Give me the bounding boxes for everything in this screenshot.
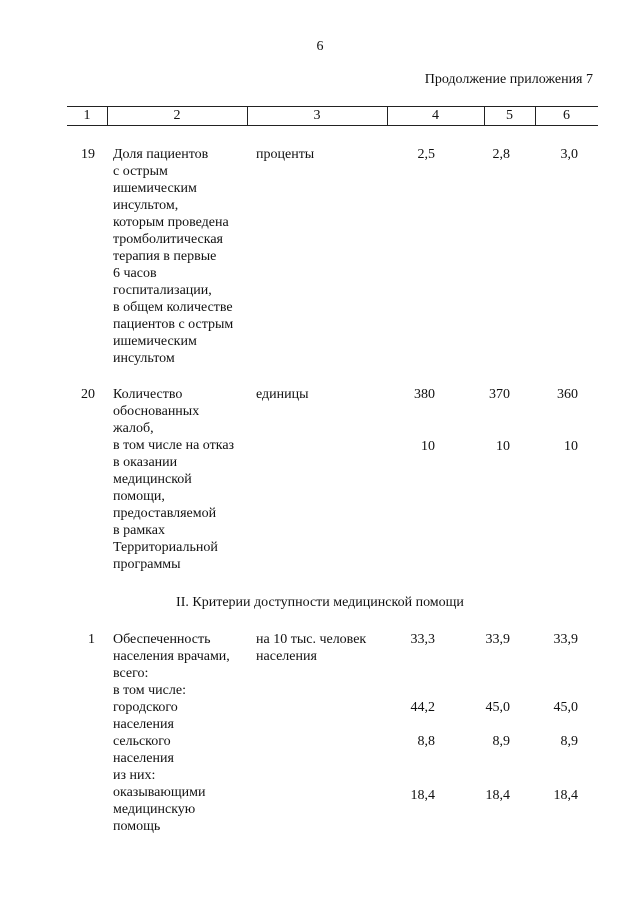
- value-col-6-rural: 8,9: [560, 734, 578, 749]
- value-col-6-providing: 18,4: [553, 788, 578, 803]
- value-col-6: 3,0: [560, 147, 578, 162]
- section-title: II. Критерии доступности медицинской помощи: [176, 595, 464, 610]
- value-col-6: 360: [557, 387, 578, 402]
- header-col-3: 3: [313, 108, 321, 123]
- table-header: [67, 106, 598, 126]
- indicator-text: Доля пациентов с острым ишемическим инсультом, которым проведена тромболитическая терапия в первые 6 часов госпитализации, в общем количестве пациентов с острым ишемическим инсультом: [113, 147, 234, 366]
- value-col-6-urban: 45,0: [553, 700, 578, 715]
- row-number: 20: [81, 387, 95, 402]
- unit-text: проценты: [256, 147, 315, 162]
- unit-text: единицы: [256, 387, 309, 402]
- value-col-5-providing: 18,4: [485, 788, 510, 803]
- header-col-6: 6: [563, 108, 570, 123]
- value-col-5-urban: 45,0: [485, 700, 510, 715]
- value-col-4-total: 33,3: [410, 632, 435, 647]
- value-col-5: 370: [489, 387, 510, 402]
- value-col-5-rural: 8,9: [492, 734, 510, 749]
- value-col-4-rural: 8,8: [417, 734, 435, 749]
- indicator-text: Количество обоснованных жалоб, в том числе на отказ в оказании медицинской помощи, предоставляемой в рамках Территориальной программы: [113, 387, 235, 572]
- value-col-5-total: 33,9: [485, 632, 510, 647]
- page-number: 6: [316, 39, 324, 54]
- value-col-6-total: 33,9: [553, 632, 578, 647]
- header-col-1: 1: [83, 108, 91, 123]
- header-col-2: 2: [173, 108, 181, 123]
- value-col-4-urban: 44,2: [410, 700, 435, 715]
- value-col-6-subtotal: 10: [564, 439, 578, 454]
- value-col-4: 2,5: [417, 147, 435, 162]
- unit-text: на 10 тыс. человек населения: [256, 632, 367, 664]
- header-col-5: 5: [506, 108, 513, 123]
- value-col-5: 2,8: [492, 147, 510, 162]
- indicator-text: Обеспеченность населения врачами, всего: в том числе: городского населения сельского населения из них: оказывающими медицинскую помощь: [113, 632, 230, 834]
- value-col-4-providing: 18,4: [410, 788, 435, 803]
- row-number: 1: [88, 632, 95, 647]
- header-col-4: 4: [432, 108, 439, 123]
- value-col-5-subtotal: 10: [496, 439, 510, 454]
- row-number: 19: [81, 147, 95, 162]
- continuation-label: Продолжение приложения 7: [424, 72, 593, 87]
- value-col-4: 380: [414, 387, 435, 402]
- value-col-4-subtotal: 10: [421, 439, 435, 454]
